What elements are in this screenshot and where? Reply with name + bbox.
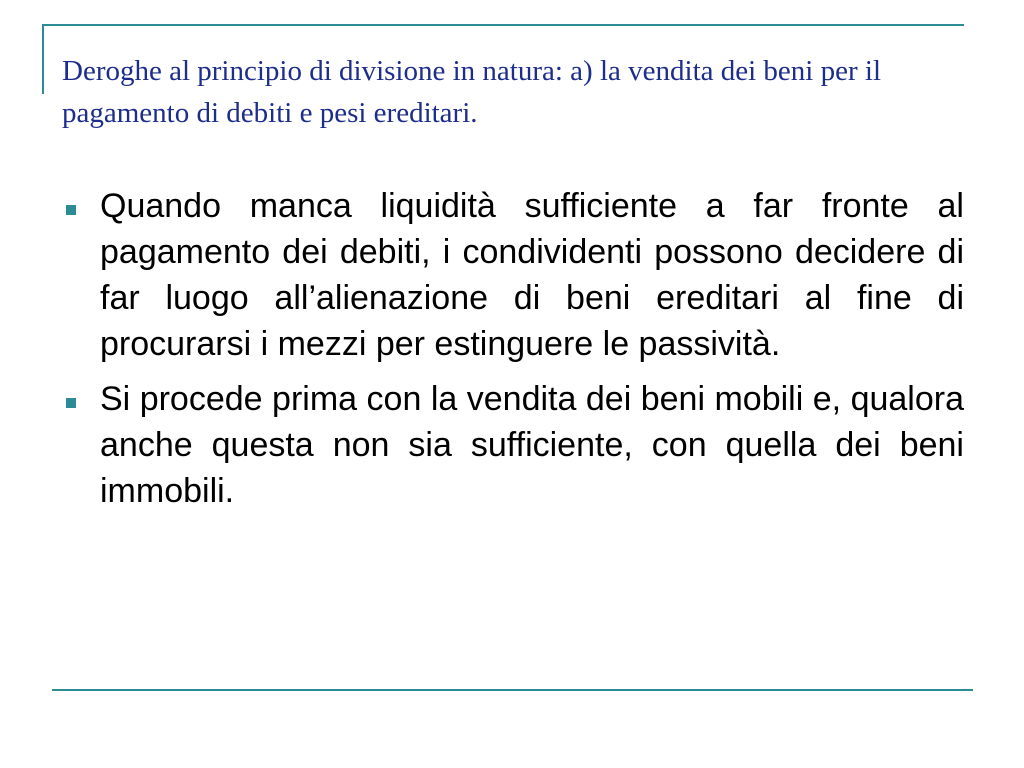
slide-title: Deroghe al principio di divisione in natura: a) la vendita dei beni per il pagamento di debiti e pesi ereditari. xyxy=(62,55,881,129)
bullet-text: Quando manca liquidità sufficiente a far fronte al pagamento dei debiti, i condividenti possono decidere di far luogo all’alienazione di beni ereditari al fine di procurarsi i mezzi per estinguere le passività. xyxy=(100,187,964,363)
bullet-list xyxy=(60,183,964,523)
footer-rule xyxy=(52,689,973,691)
square-bullet-icon xyxy=(66,205,76,215)
bullet-item xyxy=(60,376,964,514)
bullet-item xyxy=(60,183,964,367)
square-bullet-icon xyxy=(66,398,76,408)
frame-top-rule xyxy=(42,24,964,26)
frame-left-rule xyxy=(42,24,44,94)
bullet-text: Si procede prima con la vendita dei beni mobili e, qualora anche questa non sia sufficiente, con quella dei beni immobili. xyxy=(100,380,964,510)
